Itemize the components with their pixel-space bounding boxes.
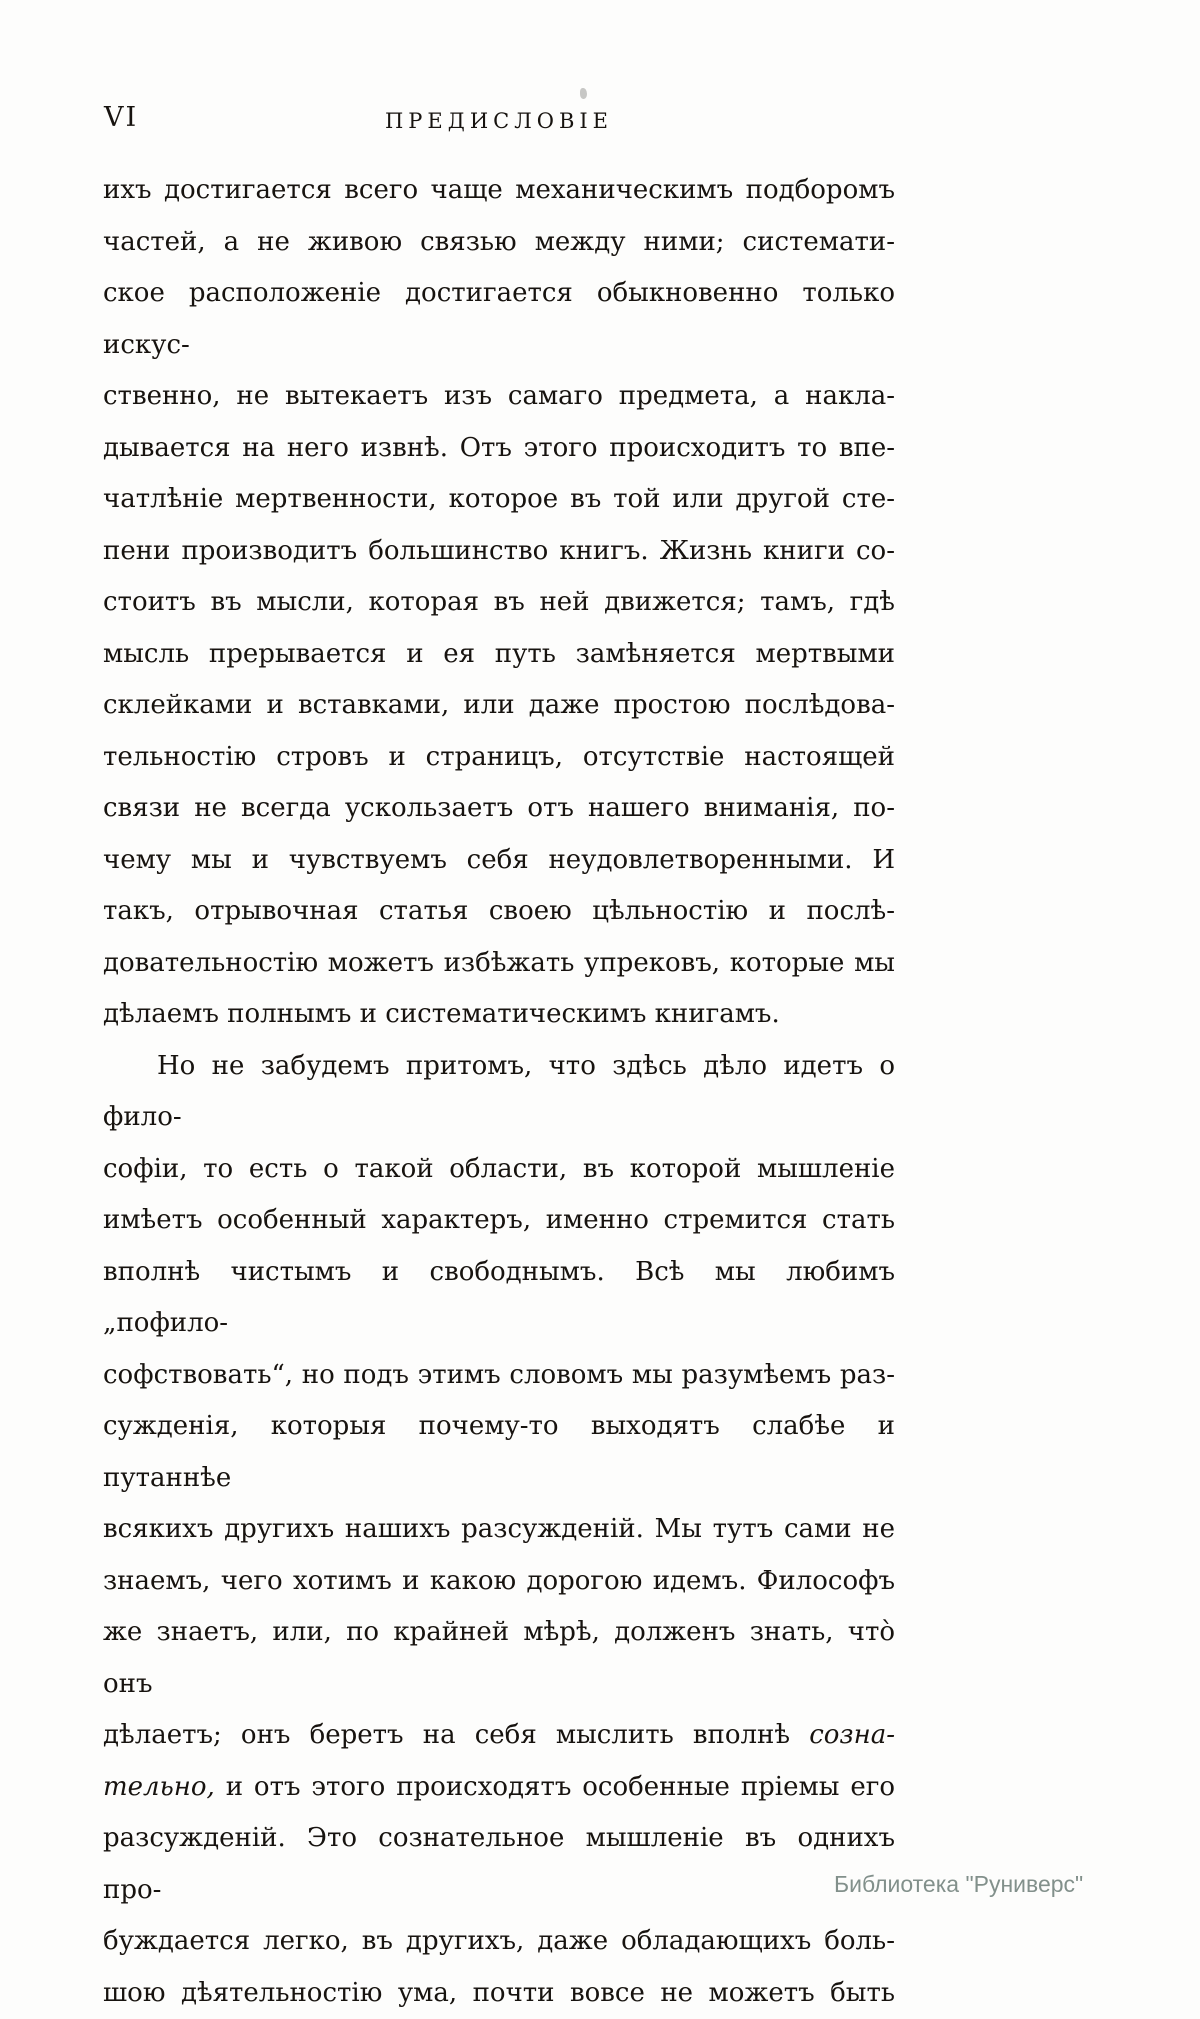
text-line	[103, 1195, 895, 1247]
text-segment: сужденія, которыя почему-то выходятъ слабѣе и путаннѣе	[103, 1411, 895, 1493]
italic-text-segment: созна-	[809, 1720, 895, 1750]
text-segment: и отъ этого происходятъ особенные пріемы его	[215, 1772, 895, 1802]
text-line	[103, 1144, 895, 1196]
text-segment: же знаетъ, или, по крайней мѣрѣ, долженъ знать, что̀ онъ	[103, 1617, 895, 1699]
text-segment: тельностію стровъ и страницъ, отсутствіе настоящей	[103, 742, 895, 772]
text-segment: дѣлаетъ; онъ беретъ на себя мыслить вполнѣ	[103, 1720, 809, 1750]
text-segment: Но не забудемъ притомъ, что здѣсь дѣло идетъ о фило-	[103, 1051, 895, 1133]
text-segment: склейками и вставками, или даже простою послѣдова-	[103, 690, 895, 720]
text-segment: ское расположеніе достигается обыкновенно только искус-	[103, 278, 895, 360]
text-segment: дѣлаемъ полнымъ и систематическимъ книгамъ.	[103, 999, 780, 1029]
text-segment: стоитъ въ мысли, которая въ ней движется; тамъ, гдѣ	[103, 587, 895, 617]
text-line	[103, 1401, 895, 1504]
text-segment: софіи, то есть о такой области, въ которой мышленіе	[103, 1154, 895, 1184]
text-line	[103, 1968, 895, 2019]
text-segment: частей, а не живою связью между ними; системати-	[103, 227, 895, 257]
text-line	[103, 474, 895, 526]
text-segment: ихъ достигается всего чаще механическимъ подборомъ	[103, 175, 895, 205]
text-segment: разсужденій. Это сознательное мышленіе въ однихъ про-	[103, 1823, 895, 1905]
running-title: ПРЕДИСЛОВІЕ	[103, 109, 895, 133]
text-segment: софствовать“, но подъ этимъ словомъ мы разумѣемъ раз-	[103, 1360, 895, 1390]
text-segment: чатлѣніе мертвенности, которое въ той или другой сте-	[103, 484, 895, 514]
text-segment: мысль прерывается и ея путь замѣняется мертвыми	[103, 639, 895, 669]
text-line	[103, 526, 895, 578]
text-line	[103, 886, 895, 938]
text-line	[103, 938, 895, 990]
text-segment: ственно, не вытекаетъ изъ самаго предмета, а накла-	[103, 381, 895, 411]
scan-speck-artifact	[580, 88, 587, 99]
text-segment: довательностію можетъ избѣжать упрековъ, которые мы	[103, 948, 895, 978]
text-segment: связи не всегда ускользаетъ отъ нашего вниманія, по-	[103, 793, 895, 823]
text-line	[103, 268, 895, 371]
text-segment: пени производитъ большинство книгъ. Жизнь книги со-	[103, 536, 895, 566]
text-line	[103, 680, 895, 732]
text-segment: имѣетъ особенный характеръ, именно стремится стать	[103, 1205, 895, 1235]
text-line	[103, 1762, 895, 1814]
text-line	[103, 1607, 895, 1710]
text-segment: чему мы и чувствуемъ себя неудовлетворенными. И	[103, 845, 895, 875]
page-text	[103, 165, 895, 2019]
text-line	[103, 1710, 895, 1762]
text-line	[103, 577, 895, 629]
text-line	[103, 783, 895, 835]
text-segment: дывается на него извнѣ. Отъ этого происходитъ то впе-	[103, 433, 895, 463]
text-segment: знаемъ, чего хотимъ и какою дорогою идемъ. Философъ	[103, 1566, 895, 1596]
text-line	[103, 423, 895, 475]
text-line	[103, 1916, 895, 1968]
text-line	[103, 1041, 895, 1144]
page-number: VI	[104, 102, 138, 133]
text-line	[103, 835, 895, 887]
text-line	[103, 989, 895, 1041]
text-segment: всякихъ другихъ нашихъ разсужденій. Мы тутъ сами не	[103, 1514, 895, 1544]
library-watermark: Библиотека "Руниверс"	[834, 1871, 1083, 1898]
text-segment: буждается легко, въ другихъ, даже обладающихъ боль-	[103, 1926, 895, 1956]
text-line	[103, 1247, 895, 1350]
text-line	[103, 1556, 895, 1608]
text-segment: вполнѣ чистымъ и свободнымъ. Всѣ мы любимъ „пофило-	[103, 1257, 895, 1339]
text-line	[103, 732, 895, 784]
italic-text-segment: тельно,	[103, 1772, 215, 1802]
text-line	[103, 371, 895, 423]
text-line	[103, 1504, 895, 1556]
text-line	[103, 1813, 895, 1916]
text-line	[103, 1350, 895, 1402]
text-line	[103, 629, 895, 681]
text-line	[103, 217, 895, 269]
text-segment: такъ, отрывочная статья своею цѣльностію и послѣ-	[103, 896, 895, 926]
text-line	[103, 165, 895, 217]
text-segment: шою дѣятельностію ума, почти вовсе не можетъ быть	[103, 1978, 895, 2008]
